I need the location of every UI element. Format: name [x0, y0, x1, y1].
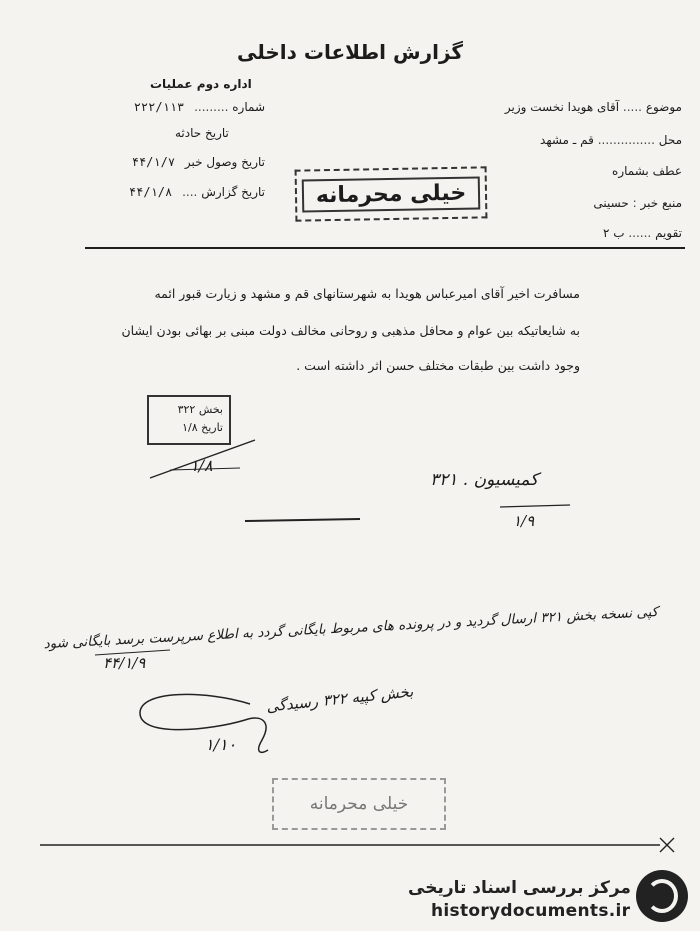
- brand-url[interactable]: historydocuments.ir: [431, 901, 631, 921]
- number-dots: .........: [194, 100, 229, 114]
- section-date-label: تاریخ: [201, 421, 223, 434]
- place-value: قم ـ مشهد: [540, 133, 594, 147]
- body-line-2: به شایعاتیکه بین عوام و محافل مذهبی و روحانی مخالف دولت مبنی بر بهائی بودن ایشان: [121, 323, 580, 338]
- receipt-date-label: تاریخ وصول خبر: [184, 155, 265, 169]
- subject-label: موضوع: [645, 100, 682, 114]
- body-line-3: وجود داشت بین طبقات مختلف حسن اثر داشته است .: [296, 358, 580, 373]
- report-date-value: ۴۴/۱/۸: [128, 185, 173, 199]
- note-date: ۴۴/۱/۹: [103, 654, 146, 672]
- report-date-dots: ....: [182, 185, 198, 199]
- long-handwritten-note: کپی نسخه بخش ۳۲۱ ارسال گردید و در پرونده های مربوط بایگانی گردد به اطلاع سرپرست برسد بایگانی شود: [43, 604, 659, 653]
- brand-logo-ring: [646, 879, 678, 913]
- fraction-note: ۱/۹: [513, 512, 535, 530]
- note-date-2: ۱/۱۰: [205, 735, 237, 754]
- report-date-label: تاریخ گزارش: [201, 185, 265, 199]
- bottom-classification-stamp: خیلی محرمانه: [272, 778, 446, 830]
- rating-label: تقویم: [655, 226, 682, 240]
- commission-note: کمیسیون . ۳۲۱: [430, 470, 539, 490]
- source-value: حسینی: [593, 196, 629, 210]
- number-label: شماره: [232, 100, 265, 114]
- body-line-1: مسافرت اخیر آقای امیرعباس هویدا به شهرستانهای قم و مشهد و زیارت قبور ائمه: [154, 286, 580, 301]
- brand-logo-icon: [636, 870, 688, 922]
- signature-curve: [140, 694, 268, 752]
- fraction-bar: [500, 505, 570, 507]
- reference-label: عطف بشماره: [612, 164, 682, 178]
- source-label: منبع خبر: [640, 196, 682, 210]
- number-value: ۲۲۲/۱۱۳: [133, 100, 185, 114]
- initials-note: ۱/۸: [190, 456, 213, 475]
- document-title: گزارش اطلاعات داخلی: [236, 40, 464, 64]
- place-label: محل: [658, 133, 682, 147]
- subject-dots: .....: [622, 100, 642, 114]
- classification-stamp-text: خیلی محرمانه: [302, 176, 481, 212]
- section-date-value: ۱/۸: [182, 421, 198, 434]
- subject-value: آقای هویدا نخست وزیر: [504, 100, 620, 114]
- source-dots: :: [632, 196, 637, 210]
- brand-name: مرکز بررسی اسناد تاریخی: [408, 878, 631, 898]
- rating-value: ب ۲: [602, 226, 625, 240]
- dash-stroke: [245, 519, 360, 521]
- rating-dots: ......: [628, 226, 652, 240]
- receipt-date-value: ۴۴/۱/۷: [131, 155, 176, 169]
- section-note-2: بخش کپیه ۳۲۲ رسیدگی: [265, 682, 415, 716]
- office-label: اداره دوم عملیات: [150, 77, 252, 91]
- incident-date-label: تاریخ حادثه: [175, 126, 229, 140]
- section-label: بخش: [198, 403, 223, 416]
- section-value: ۳۲۲: [177, 403, 196, 416]
- close-mark-icon: [660, 838, 674, 852]
- place-dots: ...............: [597, 133, 655, 147]
